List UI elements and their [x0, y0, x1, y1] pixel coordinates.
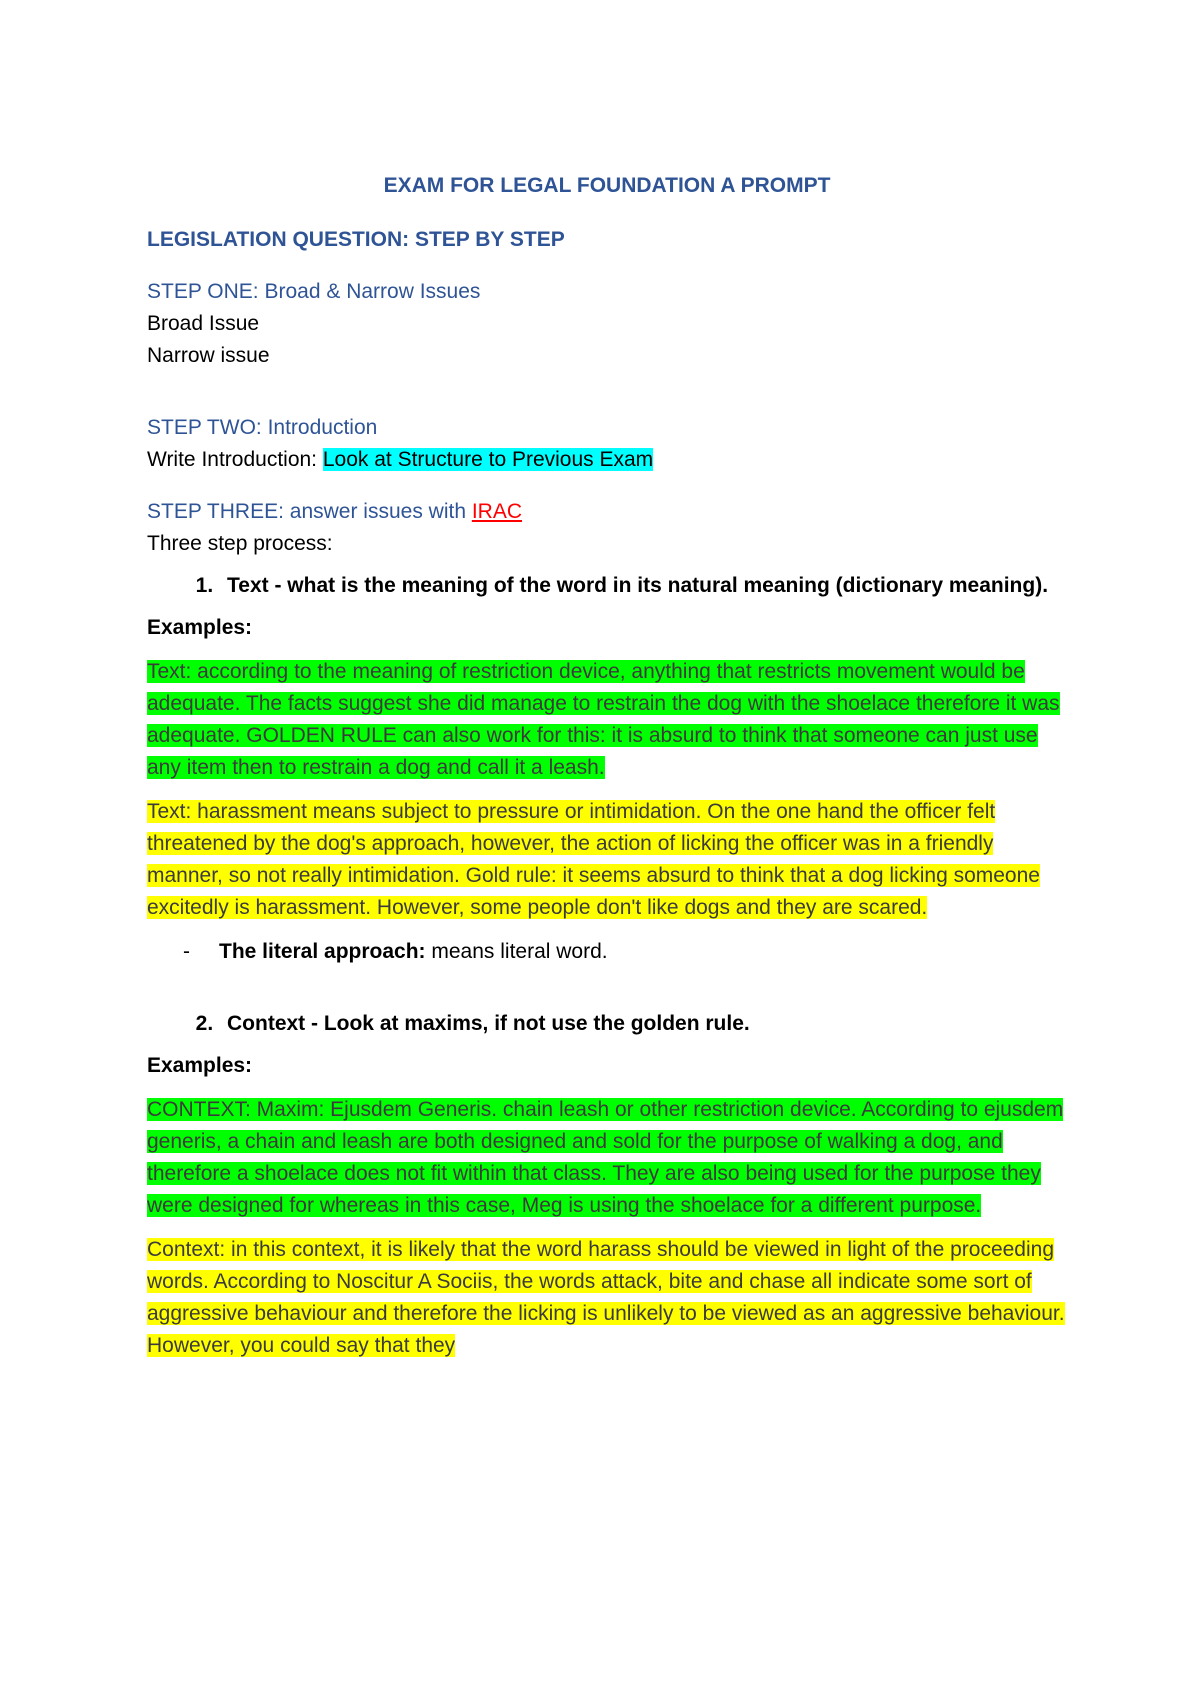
document-title: EXAM FOR LEGAL FOUNDATION A PROMPT [383, 174, 831, 197]
text-example-yellow [147, 796, 1067, 924]
yellow-highlight: Context: in this context, it is likely that the word harass should be viewed in light of the proceeding words. According to Noscitur A Sociis, the words attack, bite and chase all indicate some sort of aggressive behaviour and therefore the licking is unlikely to be viewed as an aggressive behaviour. However, you could say that they [147, 1238, 1065, 1357]
step-two-highlight: Look at Structure to Previous Exam [322, 448, 654, 471]
green-highlight: Text: according to the meaning of restriction device, anything that restricts movement would be adequate. The facts suggest she did manage to restrain the dog with the shoelace therefore it was adequate. GOLDEN RULE can also work for this: it is absurd to think that someone can just use any item then to restrain a dog and call it a leash. [147, 660, 1060, 779]
list-item-text: 2. Context - Look at maxims, if not use the golden rule. [219, 1008, 1067, 1040]
dash-bullet: - [183, 940, 190, 963]
step-two-heading: STEP TWO: Introduction [147, 416, 378, 439]
step-one-heading: STEP ONE: Broad & Narrow Issues [147, 280, 481, 303]
context-example-green [147, 1094, 1067, 1222]
spacer [147, 476, 1067, 496]
step-one-line: Narrow issue [147, 344, 270, 367]
context-example-yellow [147, 1234, 1067, 1362]
literal-approach-text: means literal word. [425, 940, 608, 963]
step-three-heading [147, 496, 1067, 528]
irac-link[interactable]: IRAC [471, 500, 523, 523]
literal-approach-label: The literal approach: [219, 940, 426, 963]
list-item-text: 1. Text - what is the meaning of the word in its natural meaning (dictionary meaning). [219, 570, 1067, 602]
section-heading: LEGISLATION QUESTION: STEP BY STEP [147, 228, 565, 251]
literal-approach-item [147, 936, 1067, 968]
step-two-prefix: Write Introduction: [147, 448, 323, 471]
numbered-list-item-2 [147, 1008, 1067, 1040]
step-two-line [147, 444, 1067, 476]
yellow-highlight: Text: harassment means subject to pressure or intimidation. On the one hand the officer felt threatened by the dog's approach, however, the action of licking the officer was in a friendly manner, so not really intimidation. Gold rule: it seems absurd to think that a dog licking someone excitedly is harassment. However, some people don't like dogs and they are scared. [147, 800, 1040, 919]
document-body [147, 170, 1067, 1374]
step-three-subline: Three step process: [147, 532, 333, 555]
spacer [147, 978, 1067, 998]
step-one-line: Broad Issue [147, 312, 260, 335]
examples-label: Examples: [147, 1054, 253, 1077]
numbered-list-item-1 [147, 570, 1067, 602]
green-highlight: CONTEXT: Maxim: Ejusdem Generis. chain leash or other restriction device. According to ejusdem generis, a chain and leash are both designed and sold for the purpose of walking a dog, and therefore a shoelace does not fit within that class. They are also being used for the purpose they were designed for whereas in this case, Meg is using the shoelace for a different purpose. [147, 1098, 1064, 1217]
spacer [147, 372, 1067, 412]
step-three-heading-prefix: STEP THREE: answer issues with [147, 500, 472, 523]
examples-label: Examples: [147, 616, 253, 639]
text-example-green [147, 656, 1067, 784]
